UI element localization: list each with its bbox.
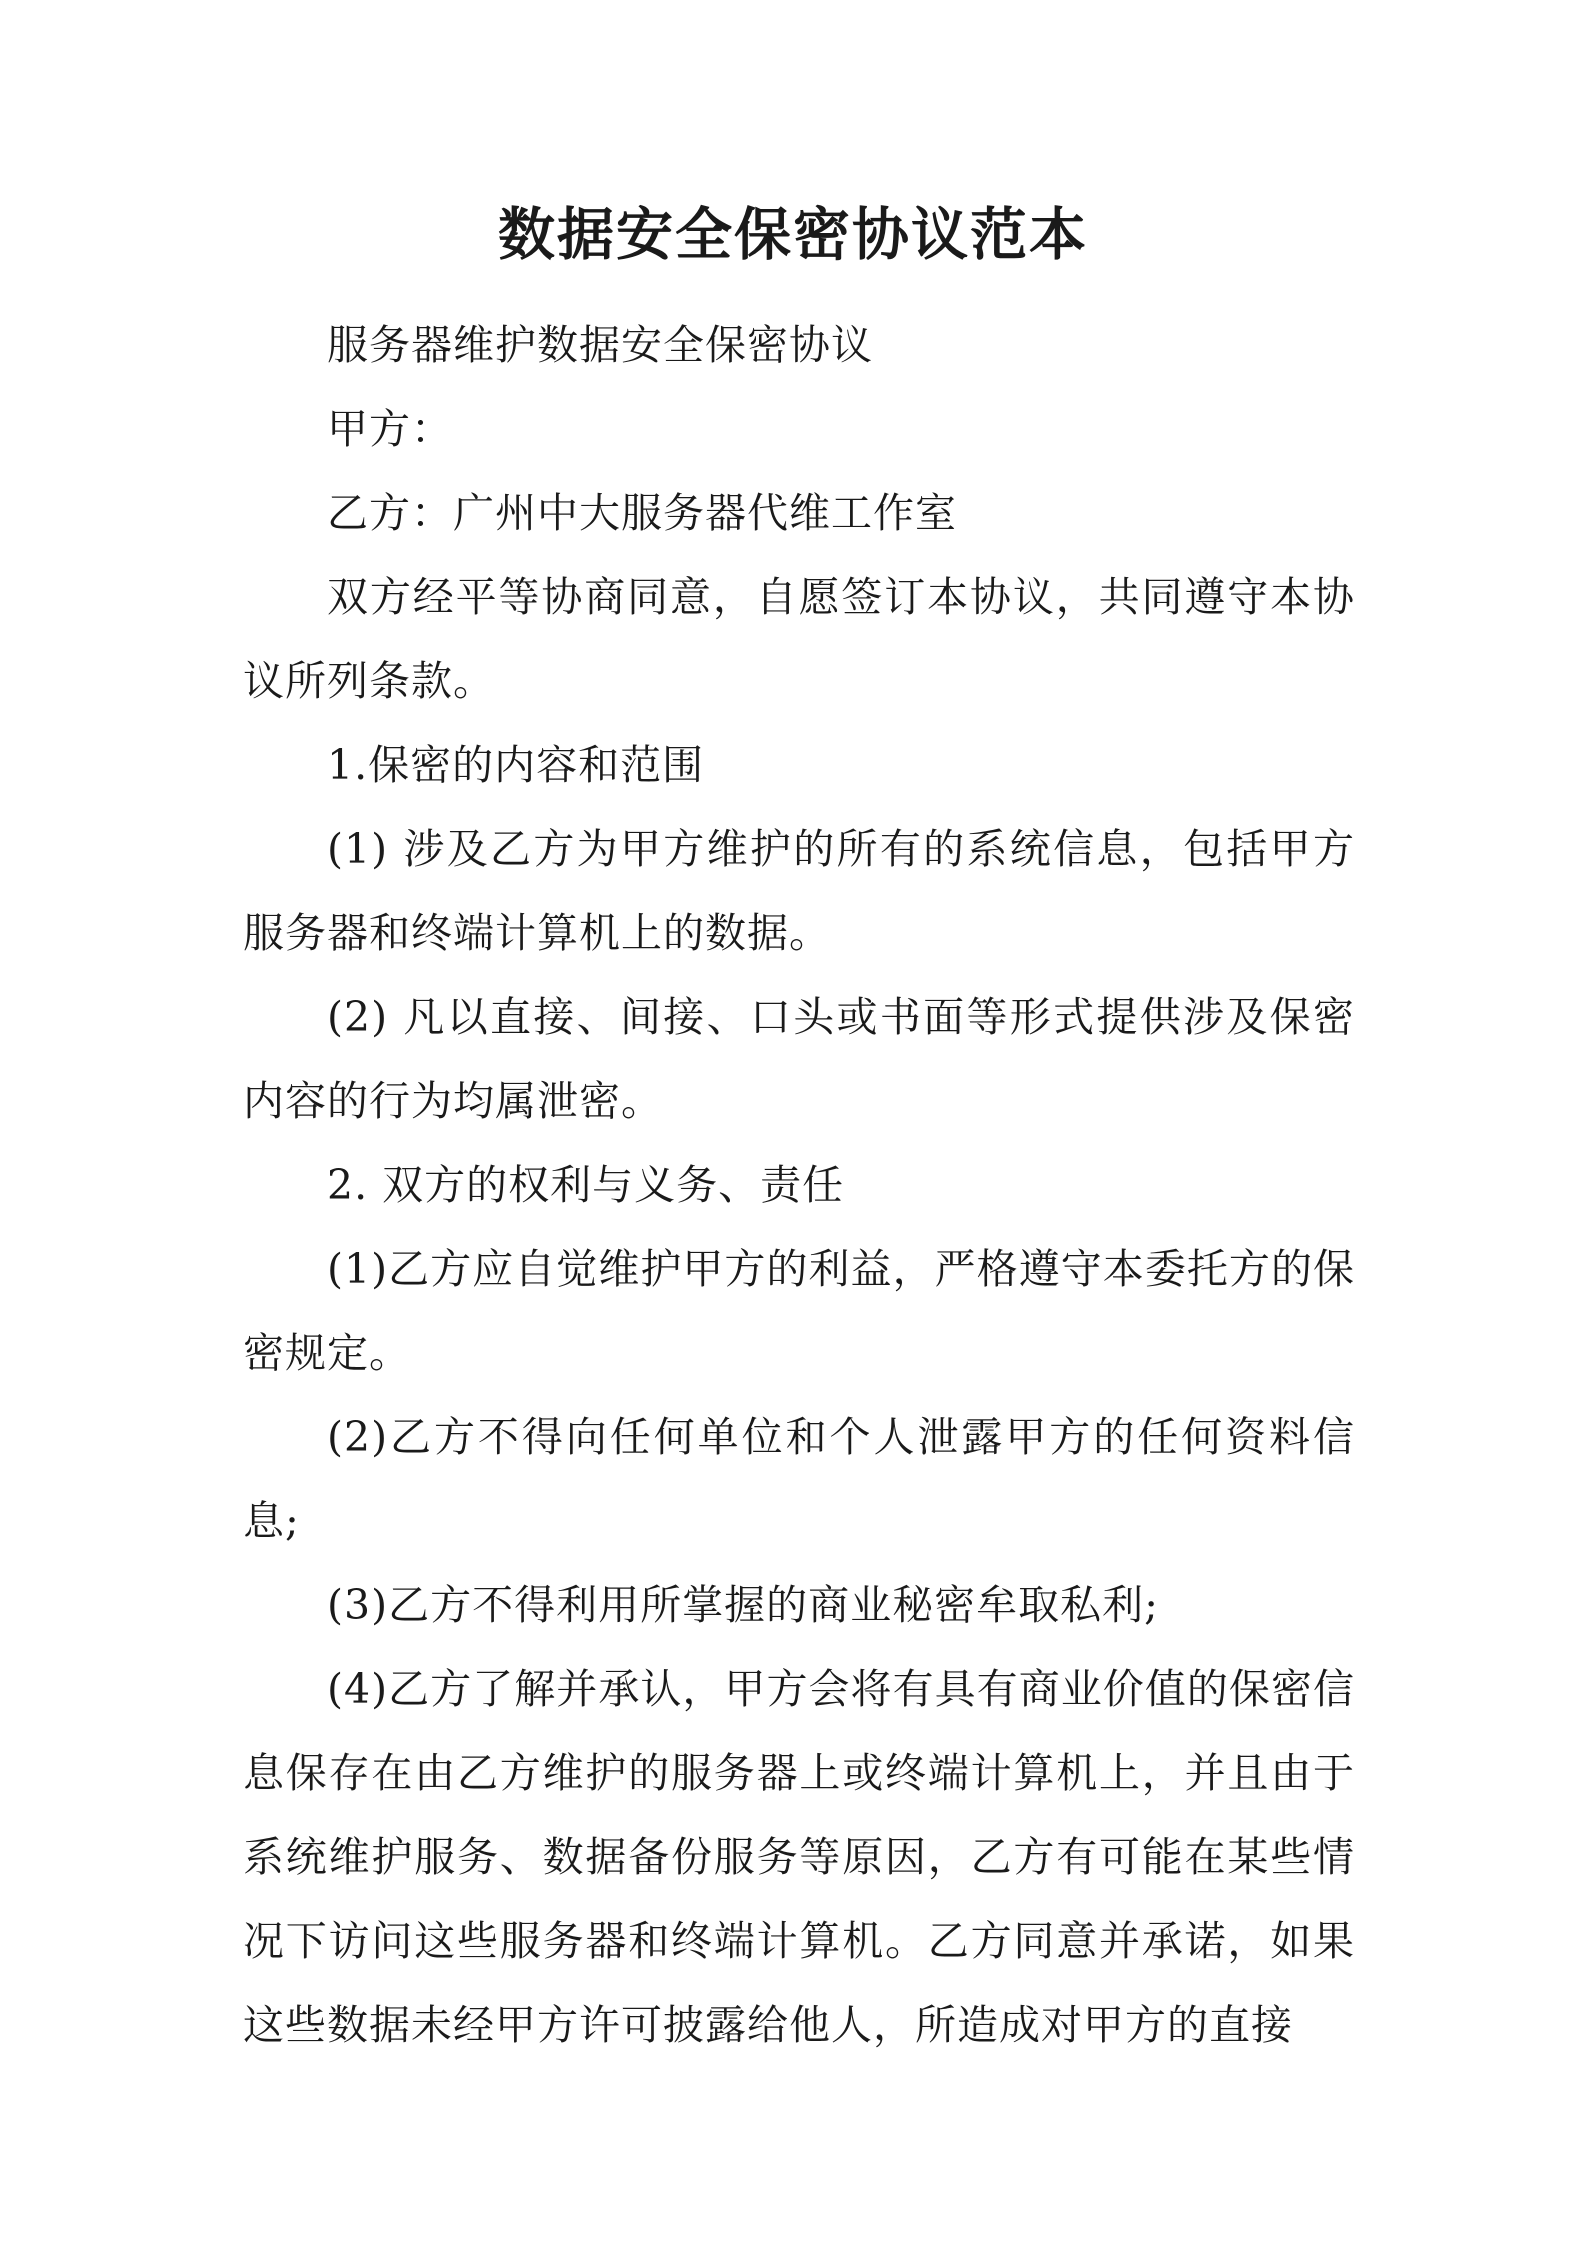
document-body	[243, 303, 1355, 2067]
section-heading-1: 1.保密的内容和范围	[327, 741, 705, 789]
clause-1-2: (2) 凡以直接、间接、口头或书面等形式提供涉及保密内容的行为均属泄密。	[243, 993, 1355, 1125]
clause-2-3: (3)乙方不得利用所掌握的商业秘密牟取私利;	[327, 1581, 1159, 1629]
clause-1-1: (1) 涉及乙方为甲方维护的所有的系统信息，包括甲方服务器和终端计算机上的数据。	[243, 825, 1355, 957]
clause-2-4: (4)乙方了解并承认，甲方会将有具有商业价值的保密信息保存在由乙方维护的服务器上或终端计算机上，并且由于系统维护服务、数据备份服务等原因，乙方有可能在某些情况下访问这些服务器和终端计算机。乙方同意并承诺，如果这些数据未经甲方许可披露给他人，所造成对甲方的直接	[243, 1665, 1355, 2049]
paragraph-subtitle: 服务器维护数据安全保密协议	[327, 321, 873, 369]
paragraph-party-b: 乙方：广州中大服务器代维工作室	[327, 489, 957, 537]
document-title: 数据安全保密协议范本	[498, 202, 1088, 268]
paragraph-party-a: 甲方：	[327, 405, 453, 453]
section-heading-2: 2. 双方的权利与义务、责任	[327, 1161, 845, 1209]
clause-2-1: (1)乙方应自觉维护甲方的利益，严格遵守本委托方的保密规定。	[243, 1245, 1355, 1377]
paragraph-agreement: 双方经平等协商同意，自愿签订本协议，共同遵守本协议所列条款。	[243, 573, 1355, 705]
clause-2-2: (2)乙方不得向任何单位和个人泄露甲方的任何资料信息;	[243, 1413, 1355, 1545]
